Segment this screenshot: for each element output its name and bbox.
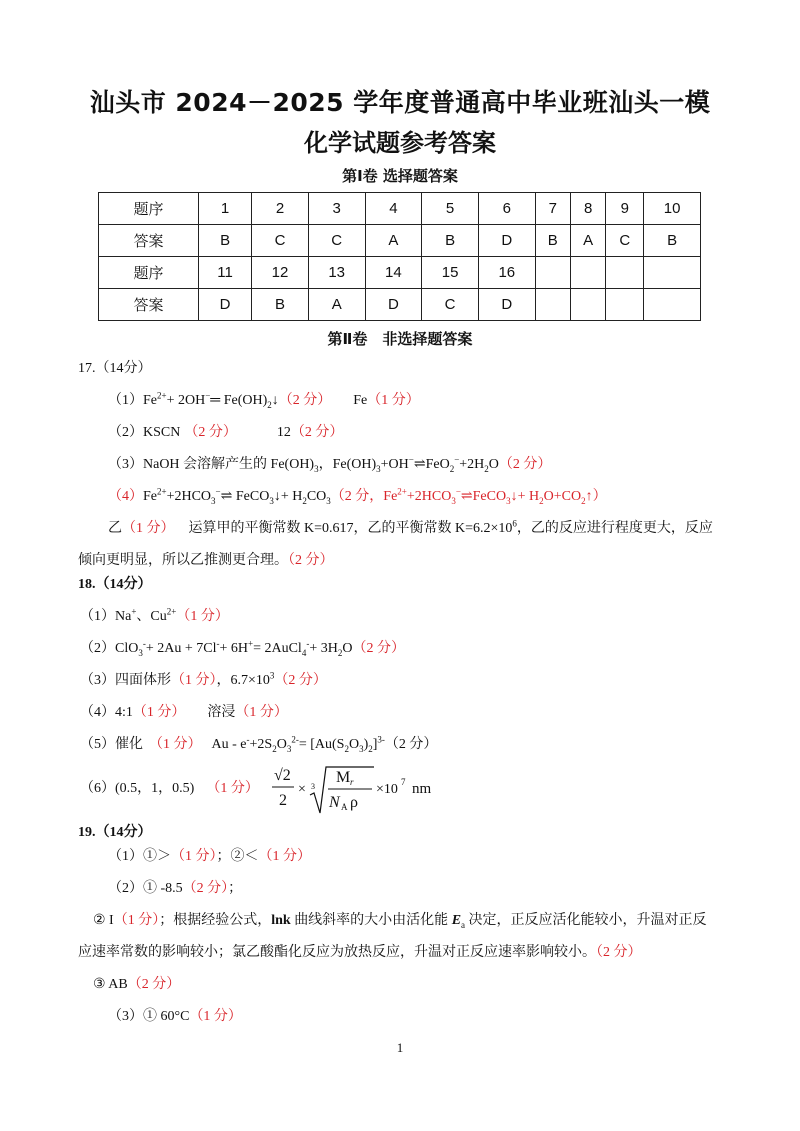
answer-cell: 15 — [422, 257, 479, 289]
answer-cell: 1 — [199, 193, 252, 225]
answer-cell: B — [644, 225, 701, 257]
answer-cell: A — [365, 225, 422, 257]
answer-cell: 9 — [606, 193, 644, 225]
answer-cell: C — [422, 289, 479, 321]
row-header-cell: 题序 — [99, 257, 199, 289]
answer-cell — [570, 289, 605, 321]
row-header-cell: 答案 — [99, 225, 199, 257]
answer-cell: D — [199, 289, 252, 321]
section1-title: 第Ⅰ卷 选择题答案 — [342, 167, 458, 185]
answer-cell: 2 — [252, 193, 309, 225]
q18-part3: （3）四面体形（1 分），$6.7\times 10^3(2$ 分） — [80, 670, 327, 688]
section2-title: 第Ⅱ卷 非选择题答案 — [327, 330, 473, 348]
answer-cell: A — [570, 225, 605, 257]
answer-cell: 6 — [478, 193, 535, 225]
answer-cell: B — [422, 225, 479, 257]
q17-part3: （3）NaOH 会溶解产生的 $Fe(OH)_3$，$Fe(OH)_3+OH^-\rightleftharpoons FeO_2^-+2H_2O(2$ 分） — [108, 454, 552, 474]
q19-part2-ii-cont: 应速率常数的影响较小；氯乙酸酯化反应为放热反应，升温对正反应速率影响较小。（2 分） — [78, 945, 642, 960]
answer-table-row — [99, 193, 701, 225]
unit-nm: nm — [412, 781, 432, 797]
q18-part5: （5）催化 （1 分） $Au - e^-+2S_2O_3^{2-}= [Au(S_2O_3)_2]^{3-}(2$ 分） — [80, 734, 438, 754]
row-header-cell: 题序 — [99, 193, 199, 225]
q19-part1: （1）①＞（1 分）；②＜（1 分） — [108, 849, 311, 864]
q18-header: 18.（14分） — [78, 577, 152, 592]
q18-part2: （2）ClO$_3$-+ 2Au + 7Cl-+ 6H+= 2AuCl$_4$-+ $3H_2O(2$ 分） — [80, 638, 405, 658]
answer-cell: 4 — [365, 193, 422, 225]
answer-cell — [535, 257, 570, 289]
answer-cell: 11 — [199, 257, 252, 289]
answer-cell: D — [365, 289, 422, 321]
na-symbol: N — [329, 794, 340, 811]
answer-cell: C — [308, 225, 365, 257]
times-sign: × — [298, 782, 306, 797]
answer-cell — [570, 257, 605, 289]
q19-part2: （2）① -8.5（2 分）； — [108, 881, 243, 896]
answer-cell — [644, 289, 701, 321]
page-number: 1 — [396, 1040, 404, 1055]
mr-subscript: r — [350, 777, 354, 787]
answer-cell: C — [606, 225, 644, 257]
q18-part4: （4）4:1（1 分） 溶浸（1 分） — [80, 705, 288, 720]
q17-part5: 乙（1 分） 运算甲的平衡常数 K=0.617，乙的平衡常数 $K=6.2\times 10^6$，乙的反应进行程度更大，反应 — [108, 518, 713, 536]
q17-part1: $(1)Fe^{2+}+$ 2OH−═ $Fe(OH)_2↓(2$ 分） Fe（1 分） — [108, 390, 420, 410]
answer-cell: 3 — [308, 193, 365, 225]
answer-cell: B — [535, 225, 570, 257]
answer-cell — [644, 257, 701, 289]
answer-cell — [606, 289, 644, 321]
answer-cell: 14 — [365, 257, 422, 289]
answer-table — [98, 192, 701, 321]
answer-cell: 5 — [422, 193, 479, 225]
q19-header: 19.（14分） — [78, 825, 152, 840]
q17-part4: $(4)Fe^{2+}+2HCO_3^-\rightleftharpoons$ FeCO$_3$↓+ $H_2CO_3(2$ 分，$Fe^{2+}+2HCO_3^-\rightleftharpoons FeCO_3↓+$ $H_2O+CO_2↑$） — [108, 486, 607, 506]
answer-cell: 12 — [252, 257, 309, 289]
formula-denominator: 2 — [279, 792, 287, 809]
answer-cell: D — [478, 289, 535, 321]
mr-symbol: M — [336, 769, 351, 786]
q19-part2-ii: ② I（1 分）；根据经验公式，lnk 曲线斜率的大小由活化能 $E_a$ 决定，正反应活化能较小，升温对正反 — [93, 913, 707, 930]
formula-numerator: √2 — [274, 767, 291, 784]
nanoparticle-size-formula — [270, 763, 460, 818]
answer-cell — [535, 289, 570, 321]
q19-part3: （3）① 60°C（1 分） — [108, 1009, 242, 1024]
answer-cell: B — [199, 225, 252, 257]
q18-part6: （6）(0.5，1，0.5) （1 分） — [80, 781, 259, 796]
q18-part1: （1）Na+、$Cu^{2+}(1$ 分） — [80, 606, 229, 624]
answer-cell: 8 — [570, 193, 605, 225]
rho-symbol: ρ — [350, 794, 358, 811]
answer-table-row — [99, 225, 701, 257]
answer-cell: C — [252, 225, 309, 257]
power-exponent: 7 — [401, 777, 406, 787]
answer-cell: B — [252, 289, 309, 321]
answer-cell: 16 — [478, 257, 535, 289]
page-subtitle: 化学试题参考答案 — [304, 129, 496, 157]
q19-part2-iii: ③ AB（2 分） — [93, 977, 181, 992]
answer-cell: A — [308, 289, 365, 321]
answer-cell: 10 — [644, 193, 701, 225]
q17-part5-cont: 倾向更明显，所以乙推测更合理。（2 分） — [78, 553, 334, 568]
q17-part2: （2）KSCN （2 分） 12（2 分） — [108, 425, 344, 440]
answer-cell — [606, 257, 644, 289]
times-ten: ×10 — [376, 782, 398, 797]
answer-cell: 13 — [308, 257, 365, 289]
q17-header: 17.（14分） — [78, 361, 152, 376]
answer-cell: 7 — [535, 193, 570, 225]
answer-table-row — [99, 257, 701, 289]
row-header-cell: 答案 — [99, 289, 199, 321]
na-subscript: A — [341, 802, 348, 812]
root-index: 3 — [311, 782, 315, 791]
answer-table-row — [99, 289, 701, 321]
page-title: 汕头市 2024－2025 学年度普通高中毕业班汕头一模 — [89, 88, 711, 117]
answer-cell: D — [478, 225, 535, 257]
